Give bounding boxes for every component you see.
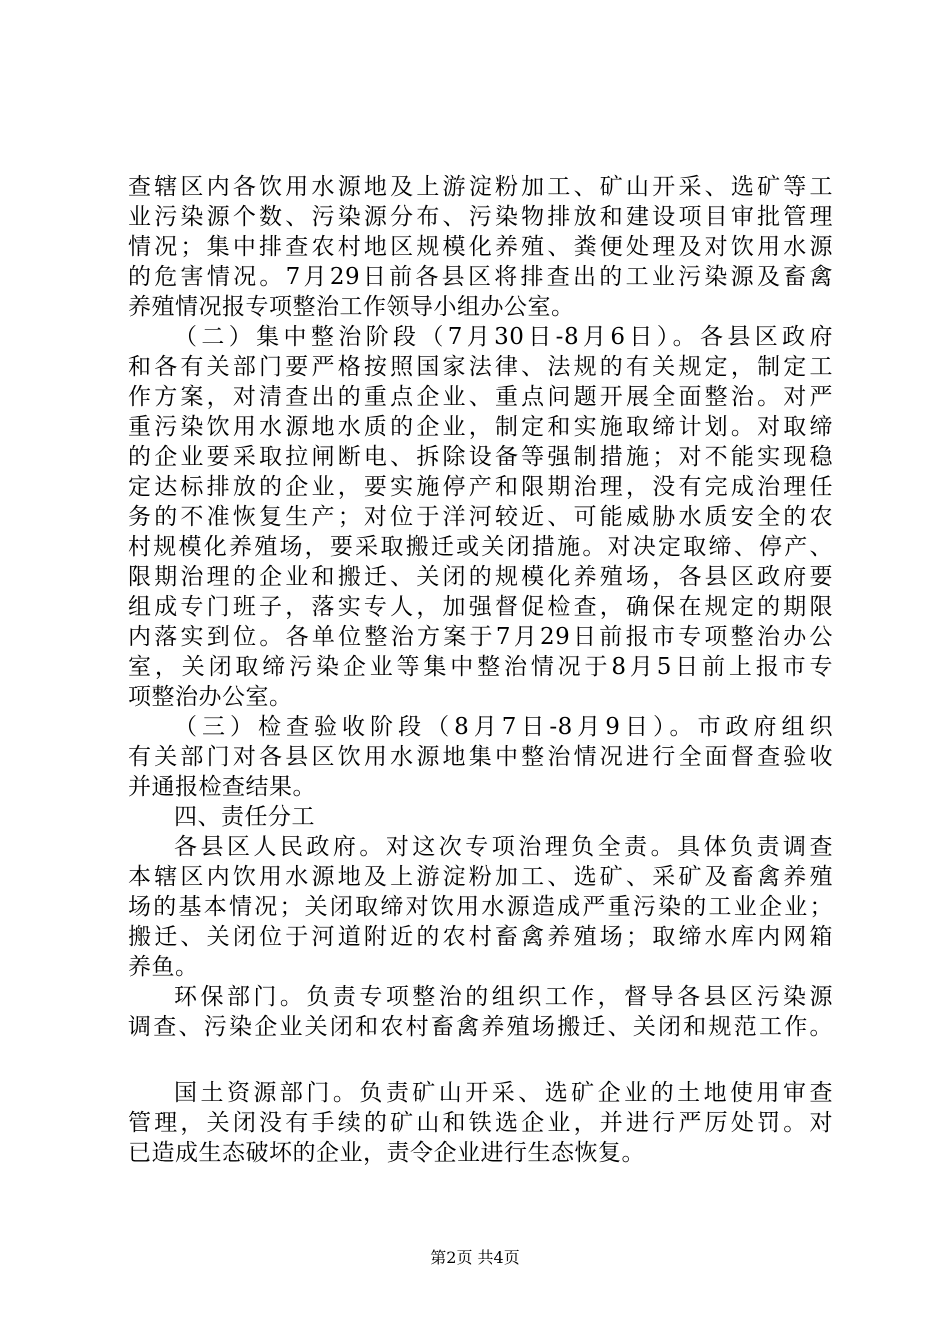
text-line: 组成专门班子，落实专人，加强督促检查，确保在规定的期限 xyxy=(128,594,833,620)
text-line: 务的不准恢复生产；对位于洋河较近、可能威胁水质安全的农 xyxy=(128,504,833,530)
text-line: 并通报检查结果。 xyxy=(128,774,316,800)
section-three-heading-line: （三）检查验收阶段（8月7日-8月9日）。市政府组织 xyxy=(174,714,833,740)
text-line: 本辖区内饮用水源地及上游淀粉加工、选矿、采矿及畜禽养殖 xyxy=(128,864,833,890)
text-line: 室，关闭取缔污染企业等集中整治情况于8月5日前上报市专 xyxy=(128,654,833,680)
text-line: 养鱼。 xyxy=(128,954,199,980)
document-body xyxy=(128,172,833,1168)
section-two-heading-line: （二）集中整治阶段（7月30日-8月6日）。各县区政府 xyxy=(174,324,833,350)
text-line: 养殖情况报专项整治工作领导小组办公室。 xyxy=(128,294,575,320)
text-line: 重污染饮用水源地水质的企业，制定和实施取缔计划。对取缔 xyxy=(128,414,833,440)
text-line: 有关部门对各县区饮用水源地集中整治情况进行全面督查验收 xyxy=(128,744,833,770)
text-line: 定达标排放的企业，要实施停产和限期治理，没有完成治理任 xyxy=(128,474,833,500)
text-line: 已造成生态破坏的企业，责令企业进行生态恢复。 xyxy=(128,1140,645,1166)
text-line: 项整治办公室。 xyxy=(128,684,293,710)
text-line: 环保部门。负责专项整治的组织工作，督导各县区污染源 xyxy=(174,984,833,1010)
text-line: 业污染源个数、污染源分布、污染物排放和建设项目审批管理 xyxy=(128,204,833,230)
text-line: 作方案，对清查出的重点企业、重点问题开展全面整治。对严 xyxy=(128,384,833,410)
text-line: 调查、污染企业关闭和农村畜禽养殖场搬迁、关闭和规范工作。 xyxy=(128,1014,833,1040)
text-line: 限期治理的企业和搬迁、关闭的规模化养殖场，各县区政府要 xyxy=(128,564,833,590)
text-line: 查辖区内各饮用水源地及上游淀粉加工、矿山开采、选矿等工 xyxy=(128,174,833,200)
text-line: 的企业要采取拉闸断电、拆除设备等强制措施；对不能实现稳 xyxy=(128,444,833,470)
text-line: 场的基本情况；关闭取缔对饮用水源造成严重污染的工业企业； xyxy=(128,894,833,920)
page-number-footer: 第2页 共4页 xyxy=(430,1248,520,1267)
text-line: 内落实到位。各单位整治方案于7月29日前报市专项整治办公 xyxy=(128,624,833,650)
text-line: 管理，关闭没有手续的矿山和铁选企业，并进行严厉处罚。对 xyxy=(128,1110,833,1136)
paragraph-gap xyxy=(128,1042,833,1078)
text-line: 国土资源部门。负责矿山开采、选矿企业的土地使用审查 xyxy=(174,1080,833,1106)
text-line: 情况；集中排查农村地区规模化养殖、粪便处理及对饮用水源 xyxy=(128,234,833,260)
text-line: 村规模化养殖场，要采取搬迁或关闭措施。对决定取缔、停产、 xyxy=(128,534,833,560)
section-four-heading: 四、责任分工 xyxy=(174,804,315,830)
text-line: 各县区人民政府。对这次专项治理负全责。具体负责调查 xyxy=(174,834,833,860)
text-line: 的危害情况。7月29日前各县区将排查出的工业污染源及畜禽 xyxy=(128,264,833,290)
text-line: 和各有关部门要严格按照国家法律、法规的有关规定，制定工 xyxy=(128,354,833,380)
text-line: 搬迁、关闭位于河道附近的农村畜禽养殖场；取缔水库内网箱 xyxy=(128,924,833,950)
